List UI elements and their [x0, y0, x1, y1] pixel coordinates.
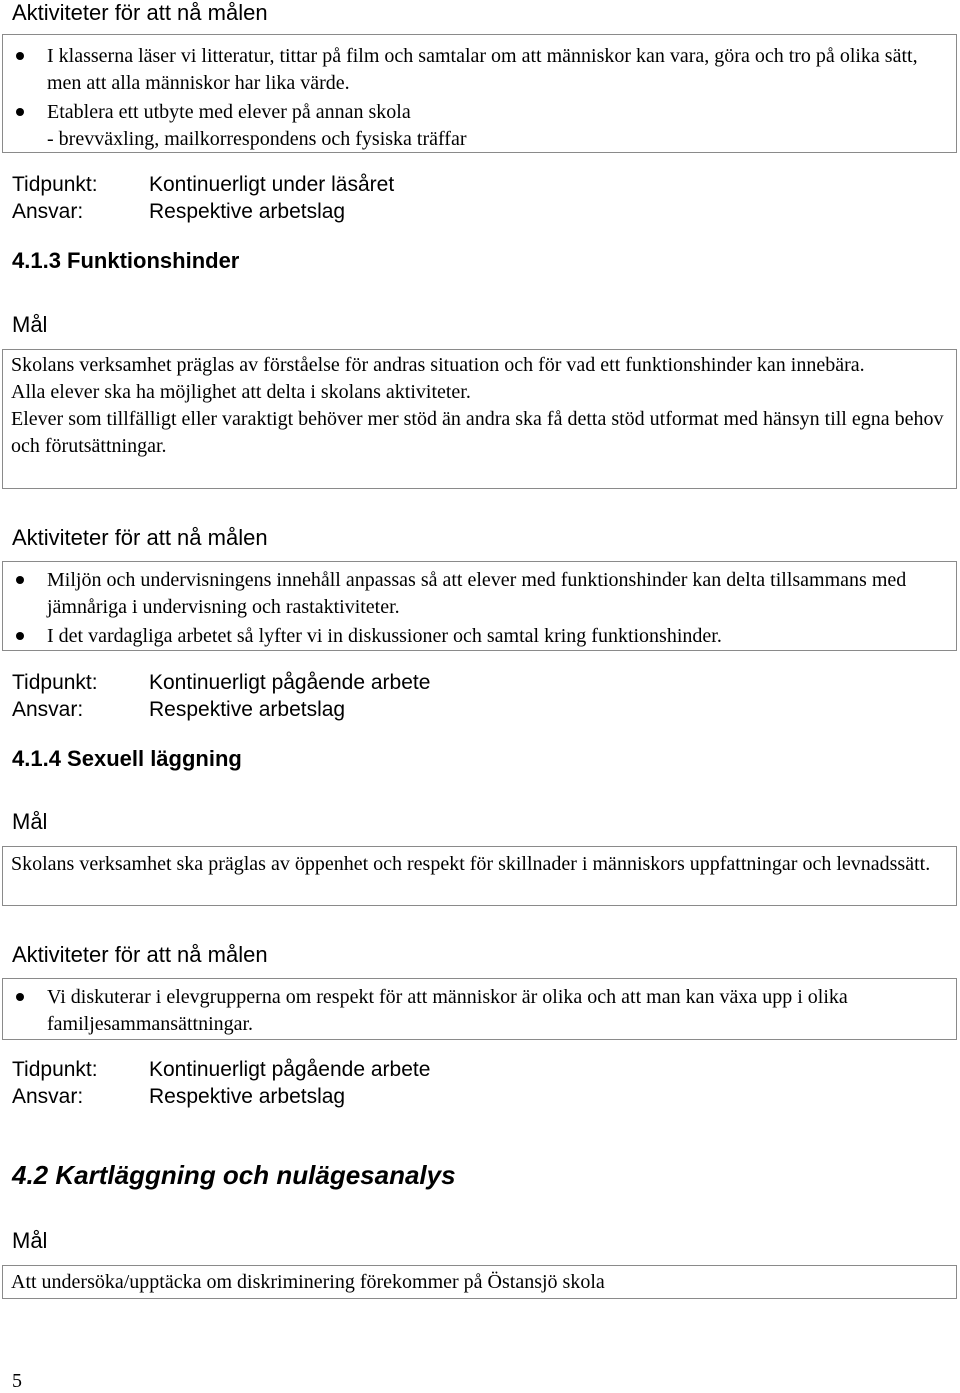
activities-header: Aktiviteter för att nå målen [12, 0, 268, 25]
mal-box [2, 349, 957, 489]
list-item: I klasserna läser vi litteratur, tittar på film och samtalar om att människor kan vara, göra och tro på olika sätt, men att alla människor har lika värde. [11, 43, 946, 97]
bullet-icon [16, 632, 24, 640]
mal-label: Mål [12, 1228, 48, 1253]
mal-label: Mål [12, 809, 48, 834]
ansvar-value: Respektive arbetslag [149, 200, 346, 223]
mal-label: Mål [12, 312, 48, 337]
ansvar-value: Respektive arbetslag [149, 1085, 346, 1108]
bullet-icon [16, 52, 24, 60]
section-heading: 4.2 Kartläggning och nulägesanalys [12, 1160, 456, 1190]
bullet-icon [16, 993, 24, 1001]
mal-box [2, 846, 957, 906]
ansvar-value: Respektive arbetslag [149, 698, 346, 721]
mal-text: Alla elever ska ha möjlighet att delta i skolans aktiviteter. [11, 381, 471, 403]
bullet-icon [16, 576, 24, 584]
list-item-continuation: - brevväxling, mailkorrespondens och fysiska träffar [47, 128, 467, 150]
tidpunkt-value: Kontinuerligt under läsåret [149, 173, 395, 196]
tidpunkt-label: Tidpunkt: [12, 1058, 98, 1081]
mal-box [2, 1265, 957, 1299]
activities-box [2, 34, 957, 153]
list-item: Vi diskuterar i elevgrupperna om respekt för att människor är olika och att man kan växa upp i olika familjesammansättningar. [11, 984, 946, 1038]
mal-text: Att undersöka/upptäcka om diskriminering förekommer på Östansjö skola [11, 1271, 605, 1293]
section-heading: 4.1.3 Funktionshinder [12, 248, 240, 273]
section-heading: 4.1.4 Sexuell läggning [12, 746, 242, 771]
mal-text: Skolans verksamhet ska präglas av öppenhet och respekt för skillnader i människors uppfattningar och levnadssätt. [11, 853, 931, 875]
activities-box [2, 978, 957, 1040]
activities-box [2, 561, 957, 651]
list-item: Miljön och undervisningens innehåll anpassas så att elever med funktionshinder kan delta tillsammans med jämnåriga i undervisning och rastaktiviteter. [11, 567, 946, 621]
page-number: 5 [12, 1370, 22, 1392]
ansvar-label: Ansvar: [12, 200, 84, 223]
ansvar-label: Ansvar: [12, 1085, 84, 1108]
mal-text: Elever som tillfälligt eller varaktigt behöver mer stöd än andra ska få detta stöd utformat med hänsyn till egna behov och förutsättningar. [11, 408, 944, 457]
activities-header: Aktiviteter för att nå målen [12, 525, 268, 550]
list-item: I det vardagliga arbetet så lyfter vi in diskussioner och samtal kring funktionshinder. [11, 623, 946, 650]
bullet-icon [16, 108, 24, 116]
activities-header: Aktiviteter för att nå målen [12, 942, 268, 967]
tidpunkt-label: Tidpunkt: [12, 671, 98, 694]
tidpunkt-value: Kontinuerligt pågående arbete [149, 671, 431, 694]
list-item: Etablera ett utbyte med elever på annan skola - brevväxling, mailkorrespondens och fysiska träffar [11, 99, 946, 153]
tidpunkt-label: Tidpunkt: [12, 173, 98, 196]
tidpunkt-value: Kontinuerligt pågående arbete [149, 1058, 431, 1081]
mal-text: Skolans verksamhet präglas av förståelse för andras situation och för vad ett funktionshinder kan innebära. [11, 354, 865, 376]
ansvar-label: Ansvar: [12, 698, 84, 721]
